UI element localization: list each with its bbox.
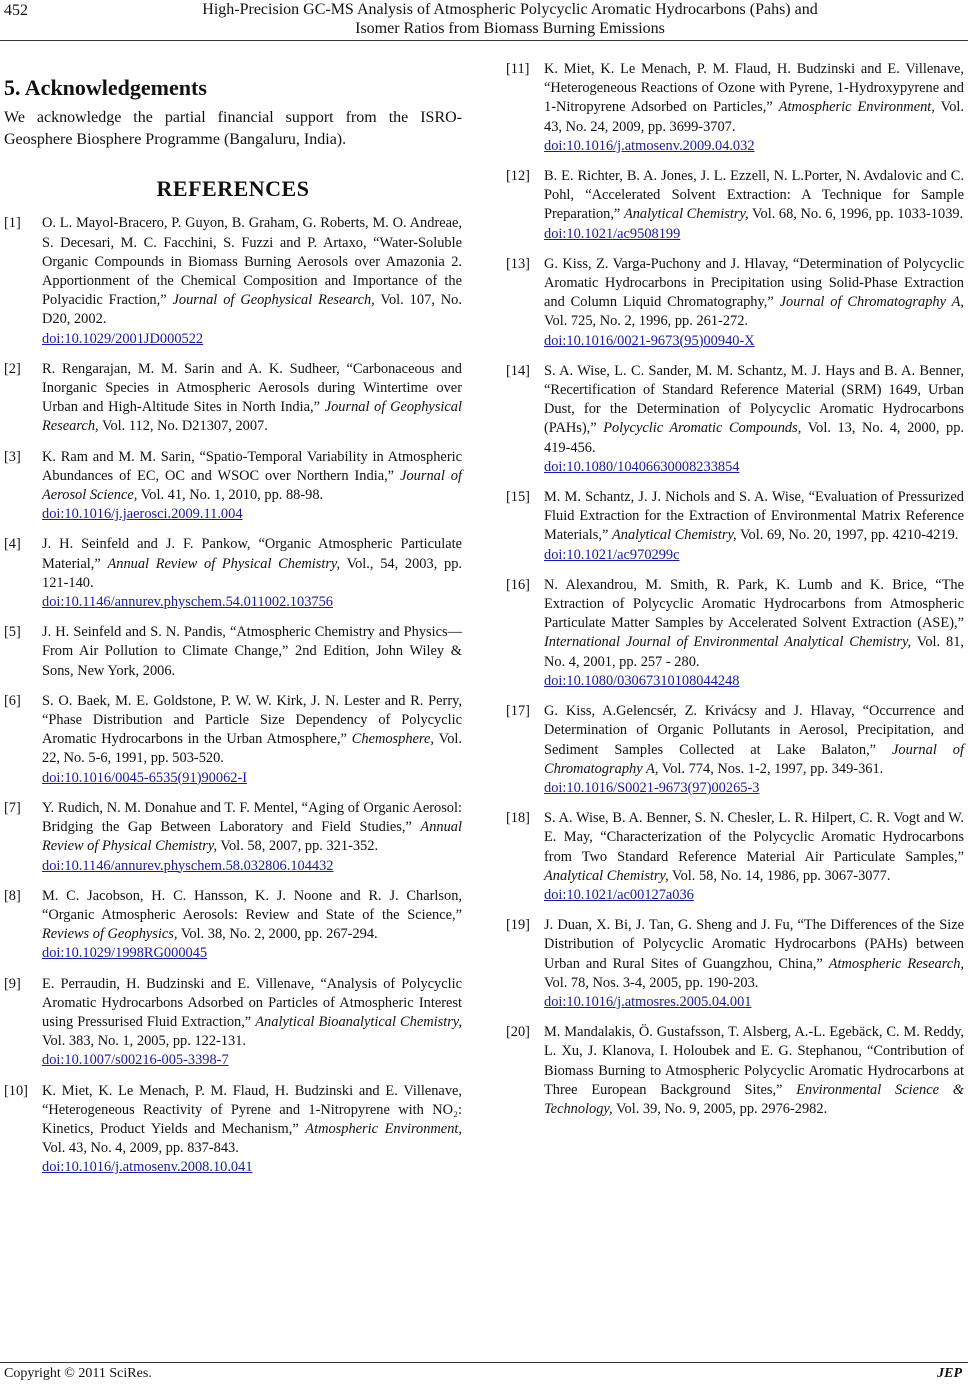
reference-journal: International Journal of Environmental Analytical Chemistry, — [544, 634, 912, 651]
reference-details: Vol. 43, No. 24, 2009, pp. 3699-3707. — [544, 99, 964, 135]
reference-text: O. L. Mayol-Bracero, P. Guyon, B. Graham, G. Roberts, M. O. Andreae, S. Decesari, M. C. Facchini, S. Fuzzi and P. Artaxo, “Water-Soluble Organic Compounds in Biomass Burning Aerosols over Amazonia 2. Apportionment of the Chemical Composition and Importance of the Polyacidic Fraction,” — [42, 215, 462, 309]
reference-number: [5] — [4, 624, 21, 641]
reference-number: [14] — [506, 362, 530, 379]
reference-item — [4, 623, 462, 681]
reference-text: G. Kiss, A.Gelencsér, Z. Krivácsy and J. Hlavay, “Occurrence and Determination of Organic Pollutants in Aerosol, Precipitation, and Sediment Samples Collected at Lake Balaton,” — [544, 703, 964, 758]
reference-doi-link[interactable]: doi:10.1016/0045-6535(91)90062-I — [42, 769, 248, 786]
reference-number: [18] — [506, 810, 530, 827]
reference-item — [4, 799, 462, 876]
reference-journal: Journal of Geophysical Research, — [172, 292, 375, 309]
reference-journal: Polycyclic Aromatic Compounds, — [603, 420, 802, 437]
reference-text: M. Mandalakis, Ö. Gustafsson, T. Alsberg, A.-L. Egebäck, C. M. Reddy, L. Xu, J. Klanova, I. Holoubek and E. G. Stephanou, “Contribution of Biomass Burning to Atmospheric Polycyclic Aromatic Hydrocarbons at Three European Background Sites,” — [544, 1024, 964, 1098]
reference-doi-link[interactable]: doi:10.1029/2001JD000522 — [42, 330, 204, 347]
header-rule — [0, 40, 968, 41]
reference-list-right — [506, 60, 964, 1119]
reference-details: Vol. 68, No. 6, 1996, pp. 1033-1039. — [751, 206, 964, 223]
reference-text: E. Perraudin, H. Budzinski and E. Villenave, “Analysis of Polycyclic Aromatic Hydrocarbons Adsorbed on Particles of Atmospheric Interest using Pressurised Fluid Extraction,” — [42, 975, 462, 1030]
reference-text: S. A. Wise, L. C. Sander, M. M. Schantz, M. J. Hays and B. A. Benner, “Recertification of Standard Reference Material (SRM) 1649, Urban Dust, for the Determination of Polycyclic Aromatic Hydrocarbons (PAHs),” — [544, 362, 964, 437]
reference-text: M. C. Jacobson, H. C. Hansson, K. J. Noone and R. J. Charlson, “Organic Atmospheric Aerosols: Review and State of the Science,” — [42, 887, 462, 923]
reference-text: R. Rengarajan, M. M. Sarin and A. K. Sudheer, “Carbonaceous and Inorganic Species in Atmospheric Aerosols during Wintertime over Urban and High-Altitude Sites in North India,” — [42, 360, 462, 416]
reference-doi-link[interactable]: doi:10.1029/1998RG000045 — [42, 945, 208, 962]
reference-doi-link[interactable]: doi:10.1021/ac00127a036 — [544, 886, 694, 903]
reference-doi-link[interactable]: doi:10.1080/10406630008233854 — [544, 458, 740, 475]
running-title — [150, 0, 870, 38]
reference-doi-link[interactable]: doi:10.1007/s00216-005-3398-7 — [42, 1052, 229, 1069]
reference-number: [15] — [506, 489, 530, 506]
reference-details: Vol. 38, No. 2, 2000, pp. 267-294. — [180, 926, 378, 943]
running-title-line2: Isomer Ratios from Biomass Burning Emissions — [355, 20, 665, 37]
reference-number: [3] — [4, 448, 21, 465]
reference-doi-link[interactable]: doi:10.1021/ac9508199 — [544, 225, 681, 242]
reference-text: N. Alexandrou, M. Smith, R. Park, K. Lumb and K. Brice, “The Extraction of Polycyclic Aromatic Hydrocarbons from Atmospheric Particulate Matter Samples by Accelerated Solvent Extraction (ASE),” — [544, 576, 964, 632]
reference-text: J. H. Seinfeld and S. N. Pandis, “Atmospheric Chemistry and Physics—From Air Pollution to Climate Change,” 2nd Edition, John Wiley & Sons, New York, 2006. — [42, 624, 462, 679]
reference-details: Vol. 112, No. D21307, 2007. — [101, 418, 268, 435]
reference-number: [4] — [4, 536, 21, 553]
page-header — [0, 0, 968, 40]
reference-item — [4, 360, 462, 437]
reference-text: S. A. Wise, B. A. Benner, S. N. Chesler, L. R. Hilpert, C. R. Vogt and W. E. May, “Characterization of the Polycyclic Aromatic Hydrocarbons from Two Standard Reference Material Air Particulate Samples,” — [544, 810, 964, 865]
reference-number: [13] — [506, 255, 530, 272]
left-column — [4, 60, 462, 1189]
reference-journal: Analytical Bioanalytical Chemistry, — [255, 1013, 462, 1030]
reference-item — [506, 255, 964, 351]
reference-text: K. Miet, K. Le Menach, P. M. Flaud, H. Budzinski and E. Villenave, “Heterogeneous Reactivity of Pyrene and 1-Nitropyrene with NO₂: Kinetics, Product Yields and Mechanism,” — [42, 1082, 462, 1137]
journal-abbreviation: JEP — [937, 1366, 962, 1381]
reference-text: J. Duan, X. Bi, J. Tan, G. Sheng and J. Fu, “The Differences of the Size Distribution of Polycyclic Aromatic Hydrocarbons (PAHs) between Urban and Rural Sites of Guangzhou, China,” — [544, 917, 964, 972]
reference-number: [11] — [506, 61, 530, 77]
reference-number: [10] — [4, 1082, 28, 1099]
reference-number: [12] — [506, 168, 530, 185]
reference-item — [4, 692, 462, 788]
reference-item — [506, 1023, 964, 1119]
reference-text: G. Kiss, Z. Varga-Puchony and J. Hlavay, “Determination of Polycyclic Aromatic Hydrocarbons in Precipitation using Solid-Phase Extraction and Column Liquid Chromatography,” — [544, 255, 964, 311]
reference-doi-link[interactable]: doi:10.1016/j.atmosenv.2008.10.041 — [42, 1159, 253, 1176]
reference-doi-link[interactable]: doi:10.1021/ac970299c — [544, 546, 680, 563]
reference-journal: Journal of Chromatography A, — [779, 294, 964, 311]
reference-text: M. M. Schantz, J. J. Nichols and S. A. Wise, “Evaluation of Pressurized Fluid Extraction for the Extraction of Environmental Matrix Reference Materials,” — [544, 489, 964, 544]
reference-doi-link[interactable]: doi:10.1016/j.atmosenv.2009.04.032 — [544, 137, 755, 154]
reference-journal: Atmospheric Environment, — [305, 1120, 462, 1137]
reference-number: [6] — [4, 692, 21, 709]
reference-number: [16] — [506, 576, 530, 593]
reference-item — [506, 916, 964, 1012]
reference-details: Vol. 383, No. 1, 2005, pp. 122-131. — [42, 1033, 247, 1050]
reference-text: K. Ram and M. M. Sarin, “Spatio-Temporal Variability in Atmospheric Abundances of EC, OC and WSOC over Northern India,” — [42, 448, 462, 484]
reference-details: Vol. 78, Nos. 3-4, 2005, pp. 190-203. — [544, 974, 759, 991]
reference-text: B. E. Richter, B. A. Jones, J. L. Ezzell, N. L.Porter, N. Avdalovic and C. Pohl, “Accelerated Solvent Extraction: A Technique for Sample Preparation,” — [544, 168, 964, 223]
reference-number: [8] — [4, 887, 21, 904]
reference-item — [4, 535, 462, 612]
reference-item — [506, 167, 964, 244]
reference-list-left — [4, 214, 462, 1177]
reference-journal: Environmental Science & Technology, — [544, 1081, 964, 1117]
reference-item — [4, 887, 462, 964]
acknowledgements-heading: 5. Acknowledgements — [4, 75, 207, 100]
copyright-notice: Copyright © 2011 SciRes. — [4, 1366, 152, 1381]
reference-details: Vol. 774, Nos. 1-2, 1997, pp. 349-361. — [661, 760, 884, 777]
reference-doi-link[interactable]: doi:10.1146/annurev.physchem.54.011002.103756 — [42, 594, 333, 611]
reference-text: K. Miet, K. Le Menach, P. M. Flaud, H. Budzinski and E. Villenave, “Heterogeneous Reactions of Ozone with Pyrene, 1-Hydroxypyrene and 1-Nitropyrene Adsorbed on Particles,” — [544, 61, 964, 116]
reference-item — [4, 214, 462, 348]
reference-number: [20] — [506, 1024, 530, 1041]
running-title-line1: High-Precision GC-MS Analysis of Atmospheric Polycyclic Aromatic Hydrocarbons (Pahs) and — [202, 1, 818, 18]
reference-text: S. O. Baek, M. E. Goldstone, P. W. W. Kirk, J. N. Lester and R. Perry, “Phase Distribution and Particle Size Dependency of Polycyclic Aromatic Hydrocarbons in the Urban Atmosphere,” — [42, 692, 462, 748]
reference-item — [506, 576, 964, 691]
reference-number: [17] — [506, 703, 530, 720]
reference-doi-link[interactable]: doi:10.1016/0021-9673(95)00940-X — [544, 332, 755, 349]
reference-item — [506, 362, 964, 477]
reference-item — [506, 809, 964, 905]
reference-doi-link[interactable]: doi:10.1016/S0021-9673(97)00265-3 — [544, 779, 760, 796]
reference-number: [7] — [4, 799, 21, 816]
footer-rule — [0, 1362, 968, 1363]
reference-doi-link[interactable]: doi:10.1016/j.jaerosci.2009.11.004 — [42, 506, 243, 523]
right-column — [506, 60, 964, 1130]
reference-number: [19] — [506, 917, 530, 934]
reference-journal: Analytical Chemistry, — [544, 867, 669, 884]
reference-details: Vol. 41, No. 1, 2010, pp. 88-98. — [140, 487, 324, 504]
reference-doi-link[interactable]: doi:10.1080/03067310108044248 — [544, 672, 740, 689]
reference-journal: Annual Review of Physical Chemistry, — [107, 555, 341, 572]
reference-journal: Analytical Chemistry, — [623, 206, 749, 223]
reference-details: Vol. 69, No. 20, 1997, pp. 4210-4219. — [740, 527, 959, 544]
reference-details: Vol. 58, No. 14, 1986, pp. 3067-3077. — [672, 867, 891, 884]
reference-journal: Annual Review of Physical Chemistry, — [42, 819, 462, 855]
reference-item — [506, 60, 964, 156]
reference-journal: Journal of Chromatography A, — [544, 741, 964, 777]
reference-journal: Atmospheric Environment, — [778, 99, 935, 116]
reference-item — [4, 1082, 462, 1178]
reference-doi-link[interactable]: doi:10.1146/annurev.physchem.58.032806.104432 — [42, 857, 334, 874]
reference-item — [506, 488, 964, 565]
reference-number: [1] — [4, 215, 21, 232]
reference-doi-link[interactable]: doi:10.1016/j.atmosres.2005.04.001 — [544, 993, 752, 1010]
reference-details: Vol. 43, No. 4, 2009, pp. 837-843. — [42, 1140, 239, 1157]
reference-number: [2] — [4, 360, 21, 377]
reference-journal: Reviews of Geophysics, — [42, 926, 178, 943]
reference-details: Vol., 54, 2003, pp. 121-140. — [42, 555, 462, 591]
reference-journal: Chemosphere, — [351, 731, 434, 748]
reference-journal: Journal of Geophysical Research, — [42, 399, 462, 435]
reference-details: Vol. 725, No. 2, 1996, pp. 261-272. — [544, 313, 749, 330]
reference-item — [506, 702, 964, 798]
reference-journal: Atmospheric Research, — [828, 955, 964, 972]
reference-details: Vol. 22, No. 5-6, 1991, pp. 503-520. — [42, 731, 462, 767]
page-number: 452 — [4, 2, 28, 19]
reference-details: Vol. 107, No. D20, 2002. — [42, 292, 462, 328]
reference-journal: Journal of Aerosol Science, — [42, 467, 462, 504]
reference-details: Vol. 39, No. 9, 2005, pp. 2976-2982. — [615, 1100, 828, 1117]
reference-details: Vol. 58, 2007, pp. 321-352. — [220, 838, 379, 855]
reference-details: Vol. 13, No. 4, 2000, pp. 419-456. — [544, 420, 964, 456]
reference-text: J. H. Seinfeld and J. F. Pankow, “Organic Atmospheric Particulate Material,” — [42, 536, 462, 572]
reference-journal: Analytical Chemistry, — [611, 527, 737, 544]
acknowledgements-text: We acknowledge the partial financial support from the ISRO-Geosphere Biosphere Programme (Bangaluru, India). — [4, 109, 462, 149]
reference-number: [9] — [4, 975, 21, 992]
reference-text: Y. Rudich, N. M. Donahue and T. F. Mentel, “Aging of Organic Aerosol: Bridging the Gap Between Laboratory and Field Studies,” — [42, 799, 462, 836]
reference-item — [4, 448, 462, 525]
references-heading: REFERENCES — [156, 176, 310, 202]
reference-item — [4, 975, 462, 1071]
reference-details: Vol. 81, No. 4, 2001, pp. 257 - 280. — [544, 634, 964, 670]
